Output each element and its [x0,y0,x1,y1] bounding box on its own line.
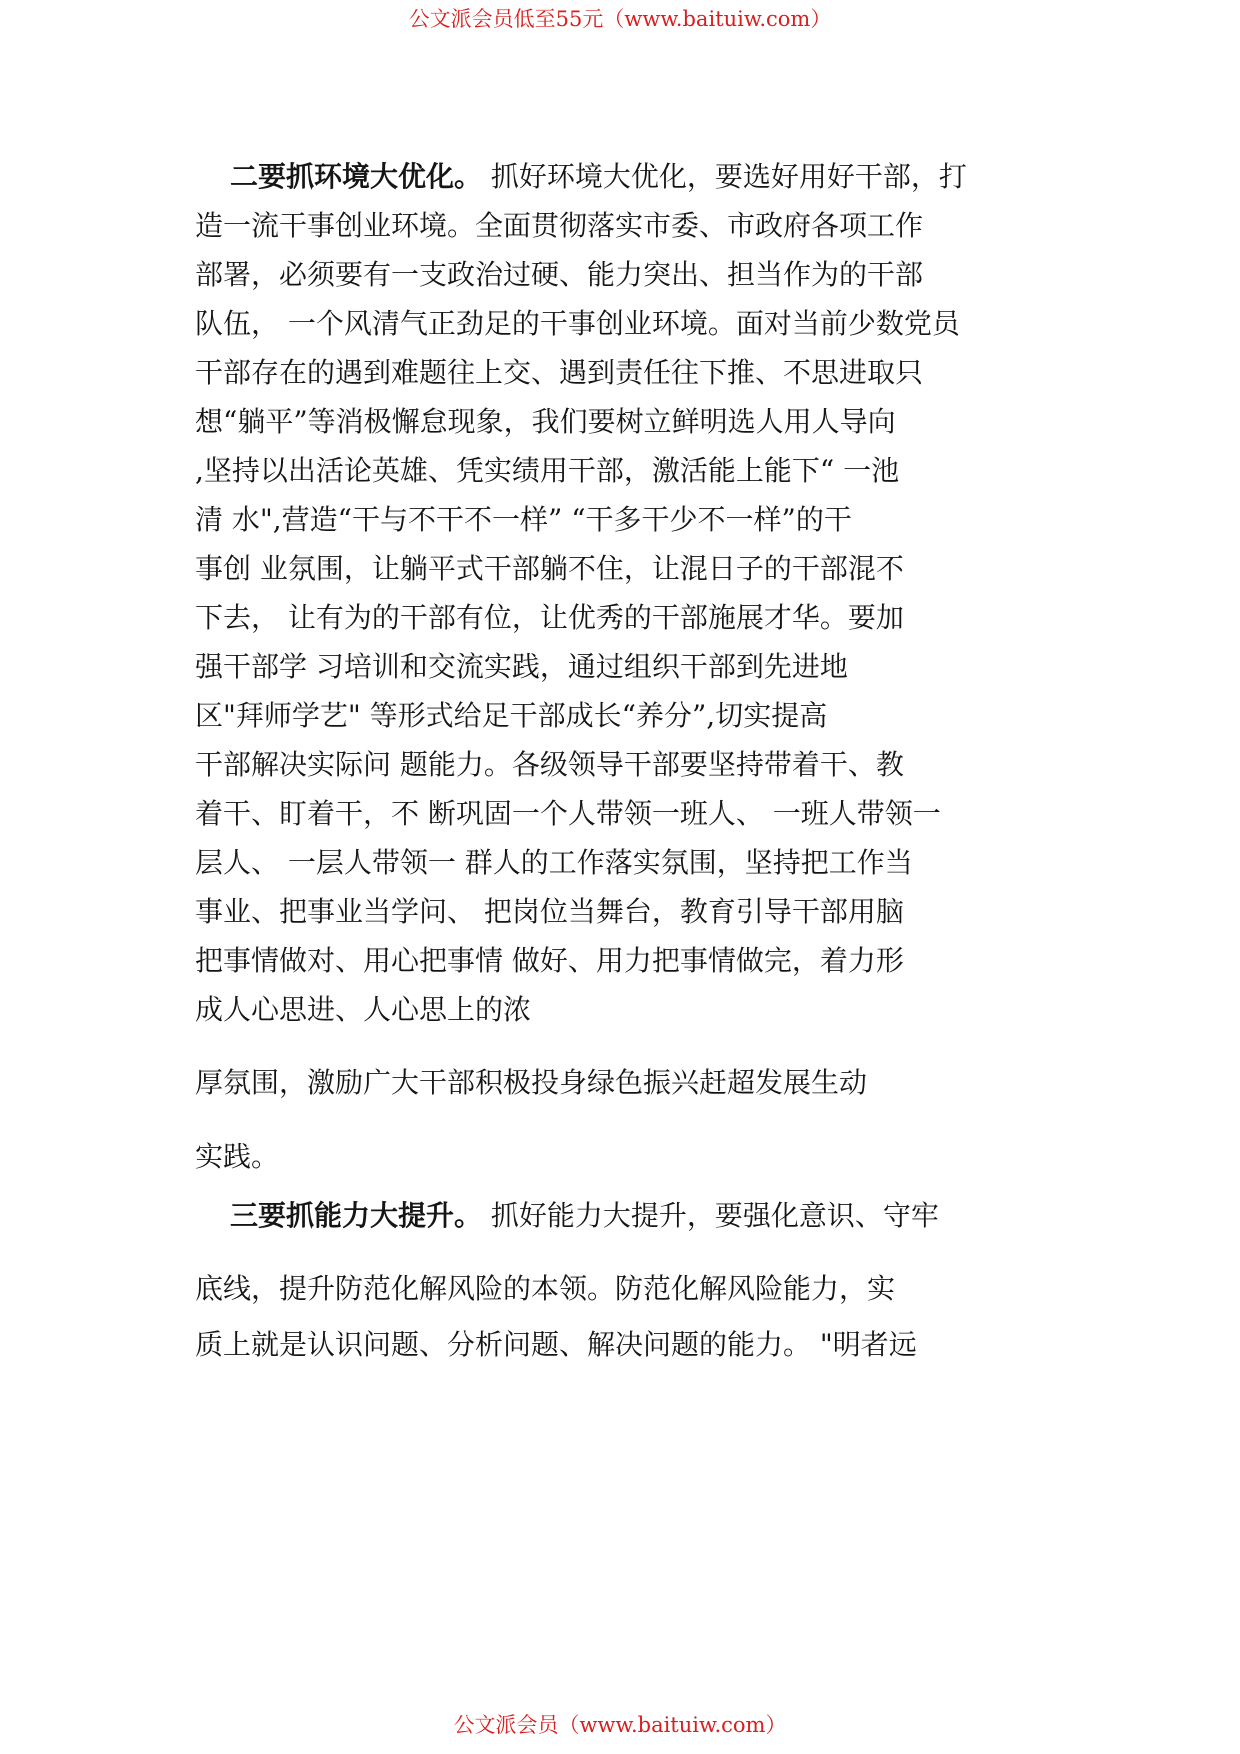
body-line: 事业、把事业当学问、 把岗位当舞台，教育引导干部用脑 [195,895,904,928]
section-heading-environment: 二要抓环境大优化。 [230,160,483,193]
body-line: 干部存在的遇到难题往上交、遇到责任往下推、不思进取只 [195,356,924,389]
body-line: 把事情做对、用心把事情 做好、用力把事情做完，着力形 [195,944,904,977]
section-heading-ability: 三要抓能力大提升。 [230,1199,483,1232]
body-line: 下去， 让有为的干部有位，让优秀的干部施展才华。要加 [195,601,904,634]
body-line: 厚氛围，激励广大干部积极投身绿色振兴赶超发展生动 [195,1066,868,1099]
body-line: 层人、 一层人带领一 群人的工作落实氛围，坚持把工作当 [195,846,913,879]
body-line: 质上就是认识问题、分析问题、解决问题的能力。 "明者远 [195,1328,917,1361]
body-line: 部署，必须要有一支政治过硬、能力突出、担当作为的干部 [195,258,924,291]
body-line: 清 水",营造“干与不干不一样” “干多干少不一样”的干 [195,503,852,536]
header-watermark-banner: 公文派会员低至55元（www.baituiw.com） [408,7,832,31]
body-line: 成人心思进、人心思上的浓 [195,993,532,1026]
body-text: 抓好环境大优化，要选好用好干部，打 [482,160,967,193]
body-line: 干部解决实际问 题能力。各级领导干部要坚持带着干、教 [195,748,904,781]
footer-watermark-banner: 公文派会员（www.baituiw.com） [453,1713,787,1737]
body-line: 区"拜师学艺" 等形式给足干部成长“养分”,切实提高 [195,699,828,732]
body-text: 抓好能力大提升，要强化意识、守牢 [482,1199,939,1232]
body-line: 队伍， 一个风清气正劲足的干事创业环境。面对当前少数党员 [195,307,960,340]
body-line: 事创 业氛围，让躺平式干部躺不住，让混日子的干部混不 [195,552,904,585]
body-line [230,1199,939,1233]
body-line [230,160,967,194]
body-line: 强干部学 习培训和交流实践，通过组织干部到先进地 [195,650,848,683]
body-line: 着干、盯着干，不 断巩固一个人带领一班人、 一班人带领一 [195,797,941,830]
body-line: 底线，提升防范化解风险的本领。防范化解风险能力，实 [195,1272,896,1305]
body-line: 想“躺平”等消极懈怠现象，我们要树立鲜明选人用人导向 [195,405,896,438]
body-line: ,坚持以出活论英雄、凭实绩用干部，激活能上能下“ 一池 [195,454,900,487]
body-line: 实践。 [195,1140,280,1173]
body-line: 造一流干事创业环境。全面贯彻落实市委、市政府各项工作 [195,209,924,242]
